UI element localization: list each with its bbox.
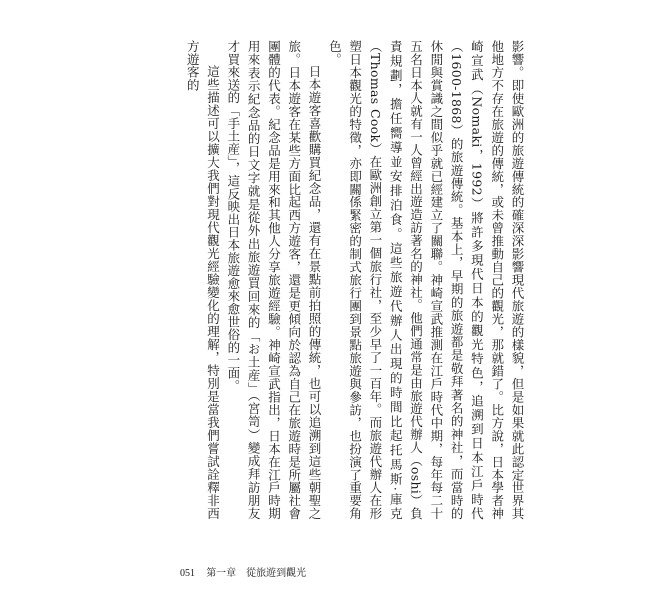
paragraph-2: 日本遊客喜歡購買紀念品，還有在景點前拍照的傳統，也可以追溯到這些朝聖之旅。日本遊客在某些方面比起西方遊客，還是更傾向於認為自己在旅遊時是所屬社會團體的代表。紀念品是用來和其他人分享旅遊經驗。神崎宣武指出，日本在江戶時期用來表示紀念品的日文字就是從外出旅遊買回來的「お土産」（宮笥）變成拜訪朋友才買來送的「手土産」，這反映出日本旅遊愈來愈世俗的一面。 [225, 40, 323, 520]
paragraph-1: 影響。即使歐洲的旅遊傳統的確深深影響現代旅遊的樣貌，但是如果就此認定世界其他地方不存在旅遊的傳統，或未曾推動自己的觀光，那就錯了。比方說，日本學者神崎宣武（Nomaki，1992）將許多現代日本的觀光特色，追溯到日本江戶時代（1600-1868）的旅遊傳統。基本上，早期的旅遊都是敬拜著名的神社，而當時的休閒與賞識之間似乎就已經建立了關聯。神崎宣武推測在江戶時代中期，每年每二十五名日本人就有一人曾經出遊造訪著名的神社。他們通常是由旅遊代辦人（oshi）負責規劃，擔任嚮導並安排泊食。這些旅遊代辦人出現的時間比起托馬斯·庫克（Thomas Cook）在歐洲創立第一個旅行社，至少早了一百年。而旅遊代辦人在形塑日本觀光的特徵，亦即關係緊密的制式旅行團到景點旅遊與參訪，也扮演了重要角色。 [327, 40, 525, 520]
page-number: 051 [180, 568, 195, 579]
vertical-text-block [182, 40, 527, 520]
paragraph-3: 這些描述可以擴大我們對現代觀光經驗變化的理解，特別是當我們嘗試詮釋非西方遊客的 [185, 40, 221, 520]
chapter-title: 第一章 從旅遊到觀光 [206, 568, 307, 579]
page-footer [180, 564, 306, 579]
